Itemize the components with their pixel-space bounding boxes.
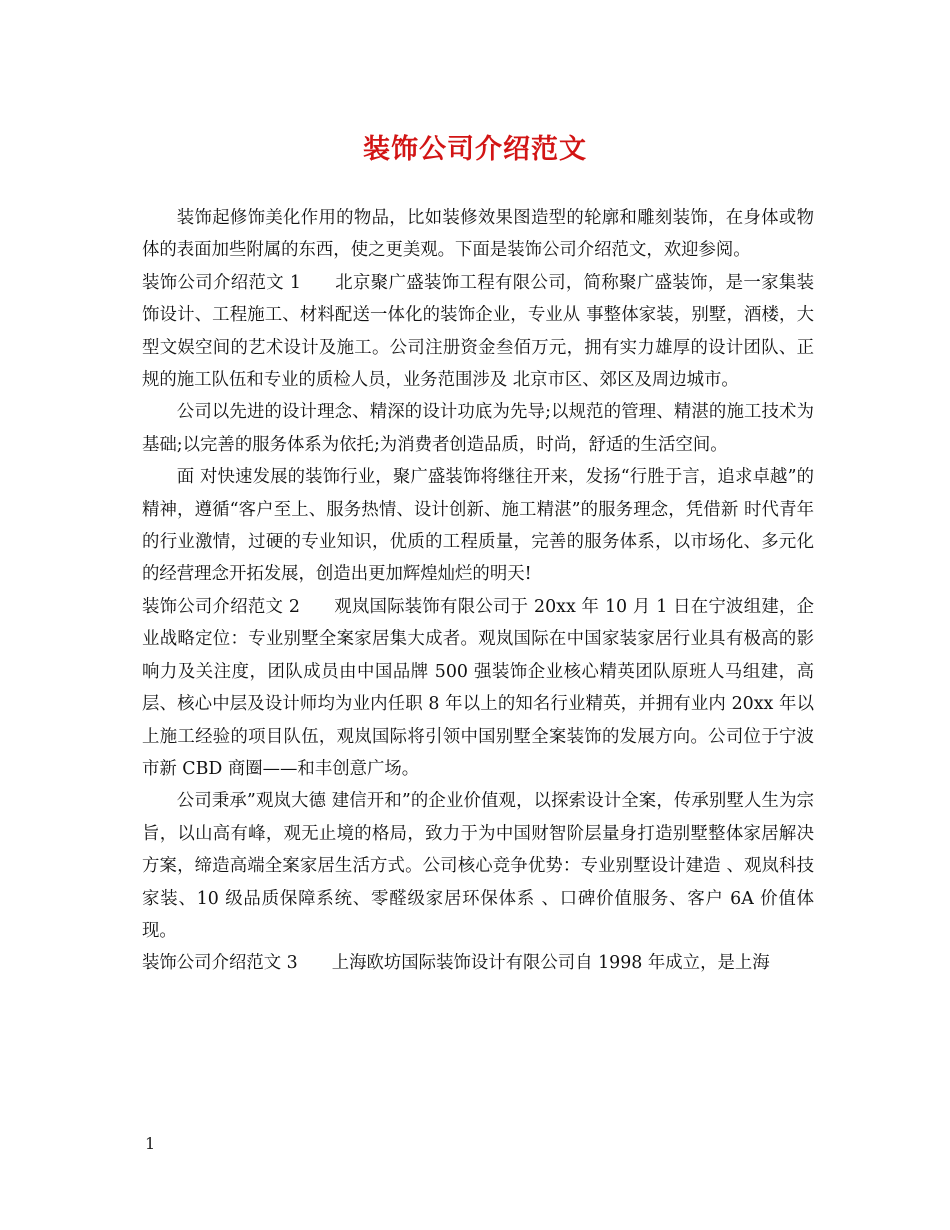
section-2-paragraph-2: 公司秉承”观岚大德 建信开和”的企业价值观，以探索设计全案，传承别墅人生为宗旨，以山高有峰，观无止境的格局，致力于为中国财智阶层量身打造别墅整体家居解决方案，缔造高端全案家居生活方式。公司核心竞争优势：专业别墅设计建造 、观岚科技家装、10 级品质保障系统、零醛级家居环保体系 、口碑价值服务、客户 6A 价值体现。 bbox=[142, 791, 814, 941]
page-number: 1 bbox=[145, 1134, 156, 1153]
section-1-first-text: 北京聚广盛装饰工程有限公司，简称聚广盛装饰，是一家集装饰设计、工程施工、材料配送一体化的装饰企业，专业从 事整体家装，别墅，酒楼，大型文娱空间的艺术设计及施工。公司注册资金叁佰万元，拥有实力雄厚的设计团队、正规的施工队伍和专业的质检人员，业务范围涉及 北京市区、郊区及周边城市。 bbox=[142, 272, 814, 391]
section-2-first-text: 观岚国际装饰有限公司于 20xx 年 10 月 1 日在宁波组建，企业战略定位：专业别墅全案家居集大成者。观岚国际在中国家装家居行业具有极高的影响力及关注度，团队成员由中国品牌 500 强装饰企业核心精英团队原班人马组建，高层、核心中层及设计师均为业内任职 8 年以上的知名行业精英，并拥有业内 20xx 年以上施工经验的项目队伍，观岚国际将引领中国别墅全案装饰的发展方向。公司位于宁波市新 CBD 商圈——和丰创意广场。 bbox=[142, 596, 815, 779]
section-1-heading: 装饰公司介绍范文 1 bbox=[142, 272, 301, 293]
section-2-heading: 装饰公司介绍范文 2 bbox=[142, 596, 300, 617]
document-body bbox=[142, 202, 814, 980]
section-1 bbox=[142, 267, 814, 397]
section-1-paragraph-2: 公司以先进的设计理念、精深的设计功底为先导;以规范的管理、精湛的施工技术为基础;以完善的服务体系为依托;为消费者创造品质，时尚，舒适的生活空间。 bbox=[142, 402, 814, 455]
document-title: 装饰公司介绍范文 bbox=[363, 134, 587, 165]
intro-paragraph: 装饰起修饰美化作用的物品，比如装修效果图造型的轮廓和雕刻装饰，在身体或物体的表面加些附属的东西，使之更美观。下面是装饰公司介绍范文，欢迎参阅。 bbox=[142, 208, 814, 261]
section-2 bbox=[142, 591, 814, 785]
section-1-paragraph-3: 面 对快速发展的装饰行业，聚广盛装饰将继往开来，发扬“行胜于言，追求卓越”的精神，遵循“客户至上、服务热情、设计创新、施工精湛”的服务理念，凭借新 时代青年的行业激情，过硬的专业知识，优质的工程质量，完善的服务体系，以市场化、多元化的经营理念开拓发展，创造出更加辉煌灿烂的明天! bbox=[142, 467, 814, 585]
section-3-first-text: 上海欧坊国际装饰设计有限公司自 1998 年成立，是上海 bbox=[331, 953, 770, 974]
section-3-heading: 装饰公司介绍范文 3 bbox=[142, 953, 298, 974]
section-3 bbox=[142, 947, 814, 979]
